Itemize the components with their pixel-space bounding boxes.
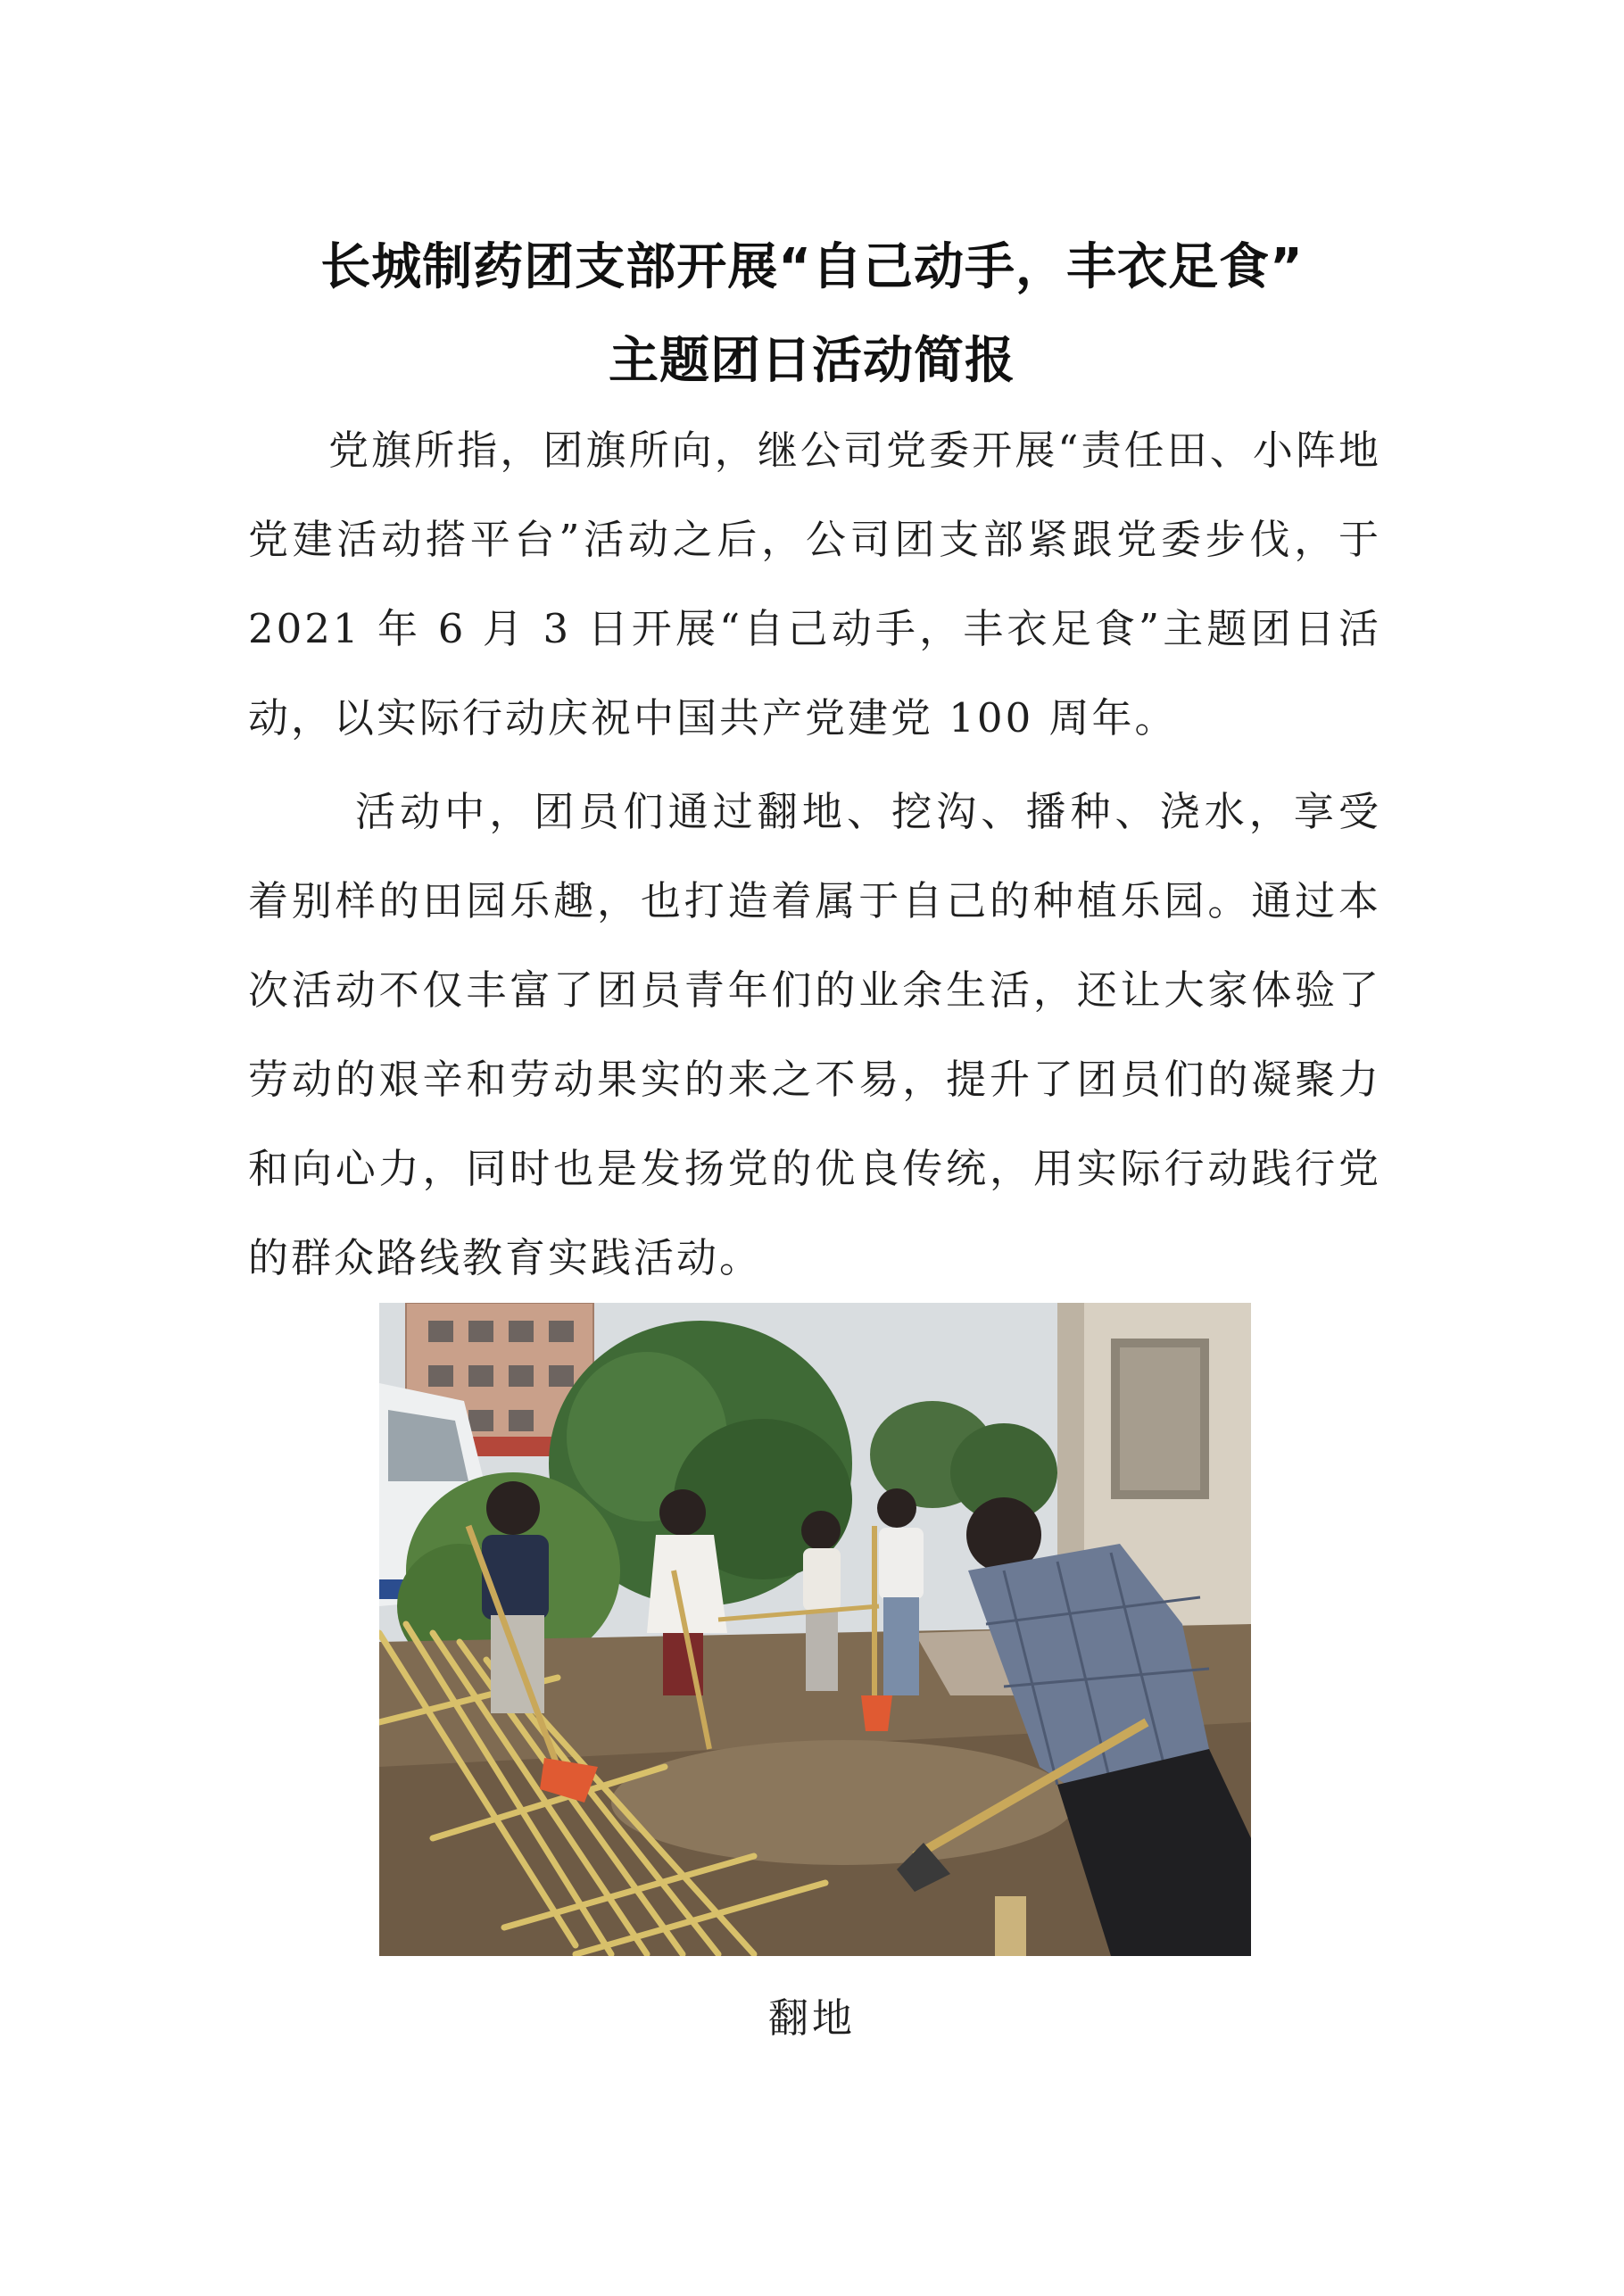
activity-photo [379, 1303, 1251, 1956]
title-line-2: 主题团日活动简报 [609, 332, 1015, 390]
photo-caption: 翻地 [767, 1994, 856, 2042]
paragraph-2: 活动中，团员们通过翻地、挖沟、播种、浇水，享受着别样的田园乐趣，也打造着属于自己的种植乐园。通过本次活动不仅丰富了团员青年们的业余生活，还让大家体验了劳动的艰辛和劳动果实的来之不易，提升了团员们的凝聚力和向心力，同时也是发扬党的优良传统，用实际行动践行党的群众路线教育实践活动。 [248, 788, 1381, 1281]
title-line-1: 长城制药团支部开展“自己动手，丰衣足食” [320, 238, 1304, 296]
paragraph-1: 党旗所指，团旗所向，继公司党委开展“责任田、小阵地 党建活动搭平台”活动之后，公司团支部紧跟党委步伐，于 2021 年 6 月 3 日开展“自己动手，丰衣足食”主题团日活动，以实际行动庆祝中国共产党建党 100 周年。 [248, 427, 1381, 742]
